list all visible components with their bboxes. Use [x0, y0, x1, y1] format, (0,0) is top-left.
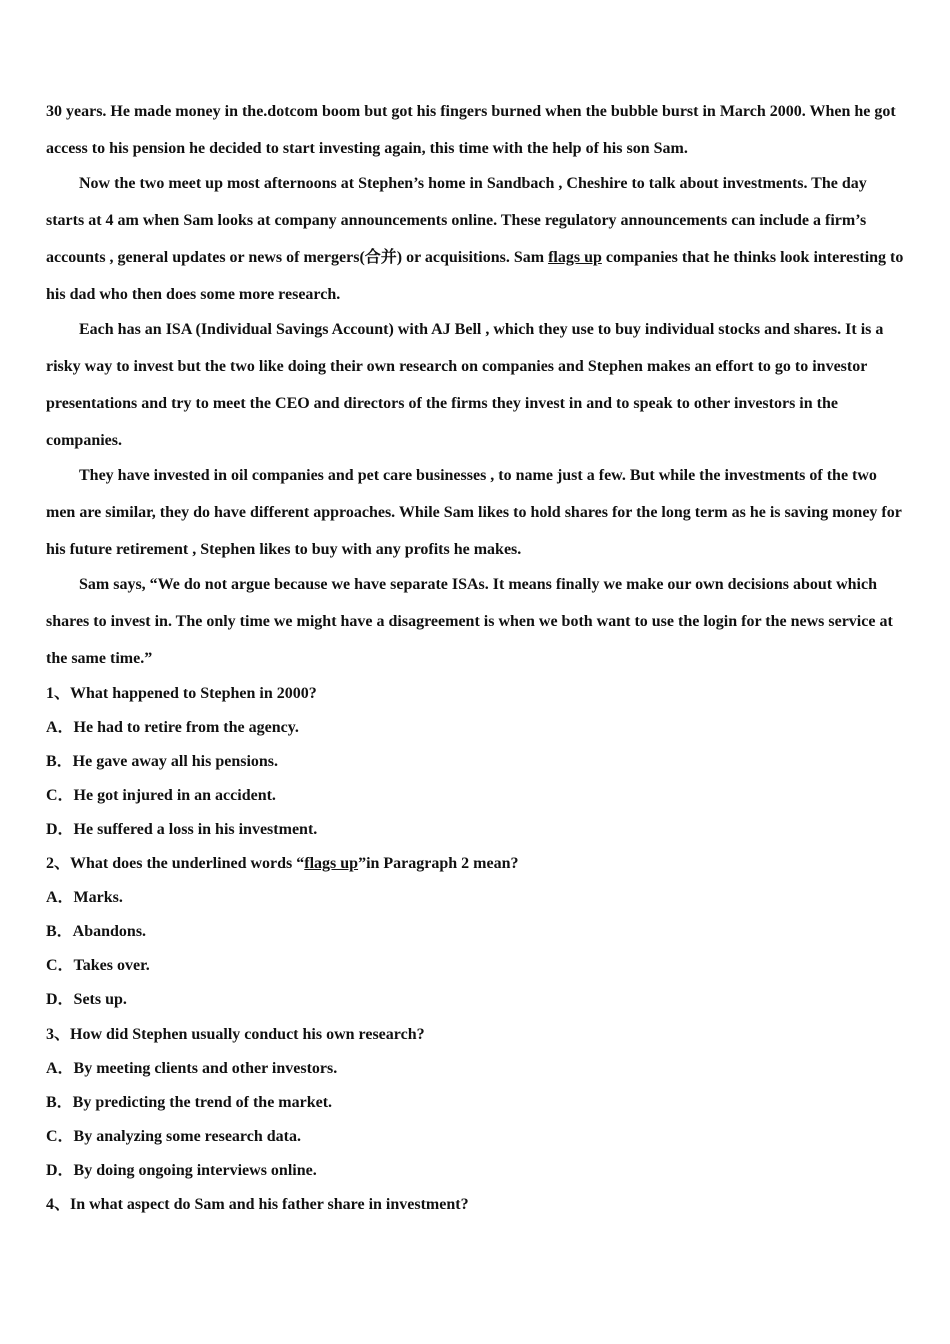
paragraph-2-text-start: Now the two meet up most afternoons at Stephen’s home in Sandbach , Cheshire to talk about investments. The day starts at 4 am when Sam looks at company announcements online. These regulatory announcements can include a firm’s accounts , general updates or news of mergers(合并) or acquisitions. Sam [46, 175, 867, 266]
question-1-option-b: B．He gave away all his pensions. [46, 753, 279, 770]
question-1-stem: 1、What happened to Stephen in 2000? [46, 685, 317, 702]
question-4-stem: 4、In what aspect do Sam and his father share in investment? [46, 1196, 469, 1213]
question-1-option-c: C．He got injured in an accident. [46, 787, 276, 804]
passage-paragraph-5: Sam says, “We do not argue because we have separate ISAs. It means finally we make our own decisions about which shares to invest in. The only time we might have a disagreement is when we both want to use the login for the news service at the same time.” [46, 576, 893, 667]
question-2-stem [46, 854, 519, 874]
underlined-phrase-flags-up: flags up [548, 249, 602, 266]
question-2-option-c: C．Takes over. [46, 957, 150, 974]
question-2-underlined-phrase: flags up [304, 855, 359, 872]
passage-paragraph-1: 30 years. He made money in the.dotcom boom but got his fingers burned when the bubble burst in March 2000. When he got access to his pension he decided to start investing again, this time with the help of his son Sam. [46, 103, 896, 157]
passage-paragraph-2 [46, 165, 908, 313]
question-2-stem-end: ”in Paragraph 2 mean? [358, 855, 519, 872]
passage-paragraph-4: They have invested in oil companies and pet care businesses , to name just a few. But while the investments of the two men are similar, they do have different approaches. While Sam likes to hold shares for the long term as he is saving money for his future retirement , Stephen likes to buy with any profits he makes. [46, 467, 902, 558]
question-3-option-b: B．By predicting the trend of the market. [46, 1094, 333, 1111]
question-2-option-b: B．Abandons. [46, 923, 147, 940]
question-3-option-d: D．By doing ongoing interviews online. [46, 1162, 317, 1179]
question-1-option-a: A．He had to retire from the agency. [46, 719, 299, 736]
question-2-option-d: D．Sets up. [46, 991, 127, 1008]
question-3-option-a: A．By meeting clients and other investors. [46, 1060, 338, 1077]
question-2-option-a: A．Marks. [46, 889, 123, 906]
question-3-option-c: C．By analyzing some research data. [46, 1128, 301, 1145]
question-3-stem: 3、How did Stephen usually conduct his own research? [46, 1026, 425, 1043]
paragraph-2-text-end: companies that he thinks look interesting to his dad who then does some more research. [46, 249, 904, 303]
question-1-option-d: D．He suffered a loss in his investment. [46, 821, 318, 838]
passage-paragraph-3: Each has an ISA (Individual Savings Account) with AJ Bell , which they use to buy individual stocks and shares. It is a risky way to invest but the two like doing their own research on companies and Stephen makes an effort to go to investor presentations and try to meet the CEO and directors of the firms they invest in and to speak to other investors in the companies. [46, 321, 884, 449]
question-2-stem-start: 2、What does the underlined words “ [46, 855, 305, 872]
